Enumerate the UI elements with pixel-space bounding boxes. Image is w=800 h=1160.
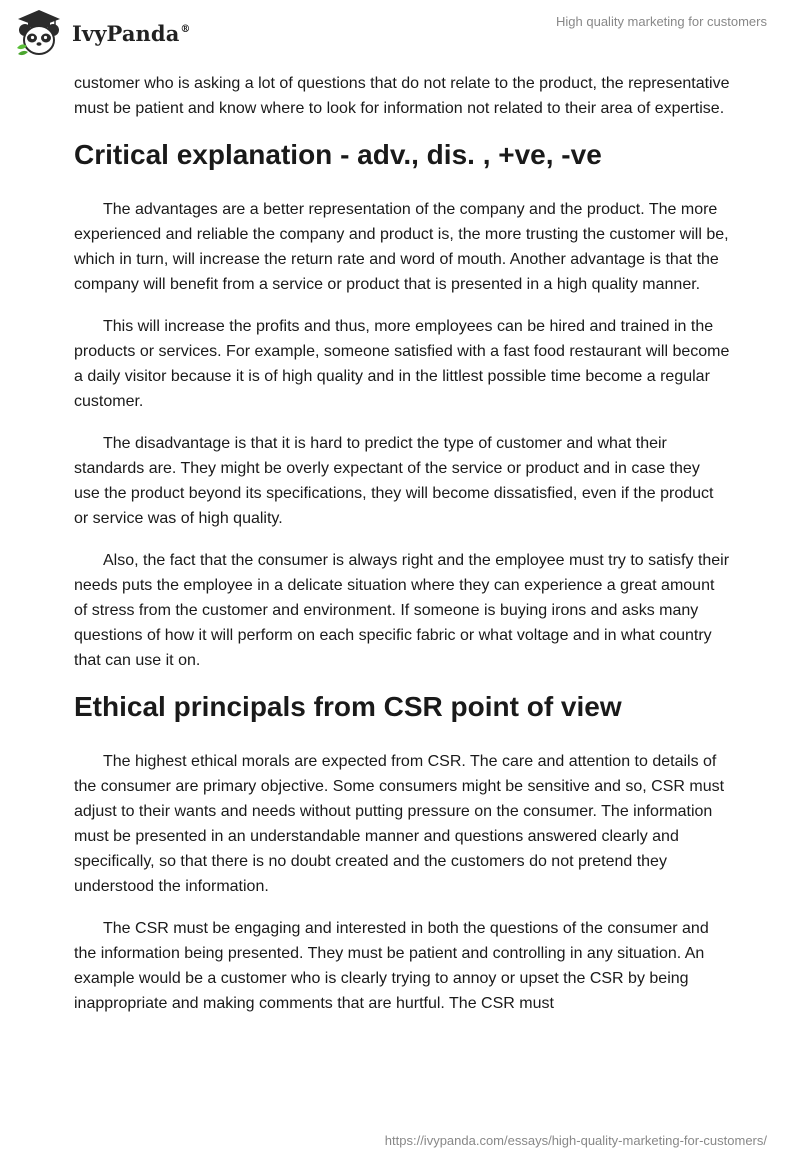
paragraph: This will increase the profits and thus, more employees can be hired and trained in the products or services. For example, someone satisfied with a fast food restaurant will become a daily visitor because it is of high quality and in the littlest possible time become a regular customer. (74, 318, 730, 410)
paragraph: The disadvantage is that it is hard to predict the type of customer and what their standards are. They might be overly expectant of the service or product and in case they use the product beyond its specifications, they will become dissatisfied, even if the product or service was of high quality. (74, 435, 714, 527)
essay-body (74, 71, 730, 1033)
panda-graduate-icon (14, 8, 64, 58)
section-heading-ethical-principals: Ethical principals from CSR point of view (74, 691, 622, 722)
paragraph: The advantages are a better representation of the company and the product. The more experienced and reliable the company and product is, the more trusting the customer will be, which in turn, will increase the return rate and word of mouth. Another advantage is that the company will benefit from a service or product that is presented in a high quality manner. (74, 201, 729, 293)
logo-wordmark: IvyPanda® (72, 20, 191, 46)
page-header (0, 0, 800, 70)
section-heading-critical-explanation: Critical explanation - adv., dis. , +ve, -ve (74, 139, 602, 170)
paragraph: Also, the fact that the consumer is always right and the employee must try to satisfy their needs puts the employee in a delicate situation where they can experience a great amount of stress from the customer and environment. If someone is buying irons and asks many questions of how it will perform on each specific fabric or what voltage and in what country that can use it on. (74, 552, 730, 669)
source-url[interactable]: https://ivypanda.com/essays/high-quality-marketing-for-customers/ (384, 1133, 767, 1148)
document-title: High quality marketing for customers (556, 14, 767, 29)
ivypanda-logo[interactable] (14, 8, 191, 58)
paragraph: The highest ethical morals are expected from CSR. The care and attention to details of the consumer are primary objective. Some consumers might be sensitive and so, CSR must adjust to their wants and needs without putting pressure on the consumer. The information must be presented in an understandable manner and questions answered clearly and specifically, so that there is no doubt created and the customers do not pretend they understood the information. (74, 753, 725, 895)
intro-paragraph: customer who is asking a lot of questions that do not relate to the product, the representative must be patient and know where to look for information not related to their area of expertise. (74, 75, 730, 117)
paragraph: The CSR must be engaging and interested in both the questions of the consumer and the information being presented. They must be patient and controlling in any situation. An example would be a customer who is clearly trying to annoy or upset the CSR by being inappropriate and making comments that are hurtful. The CSR must (74, 920, 709, 1012)
